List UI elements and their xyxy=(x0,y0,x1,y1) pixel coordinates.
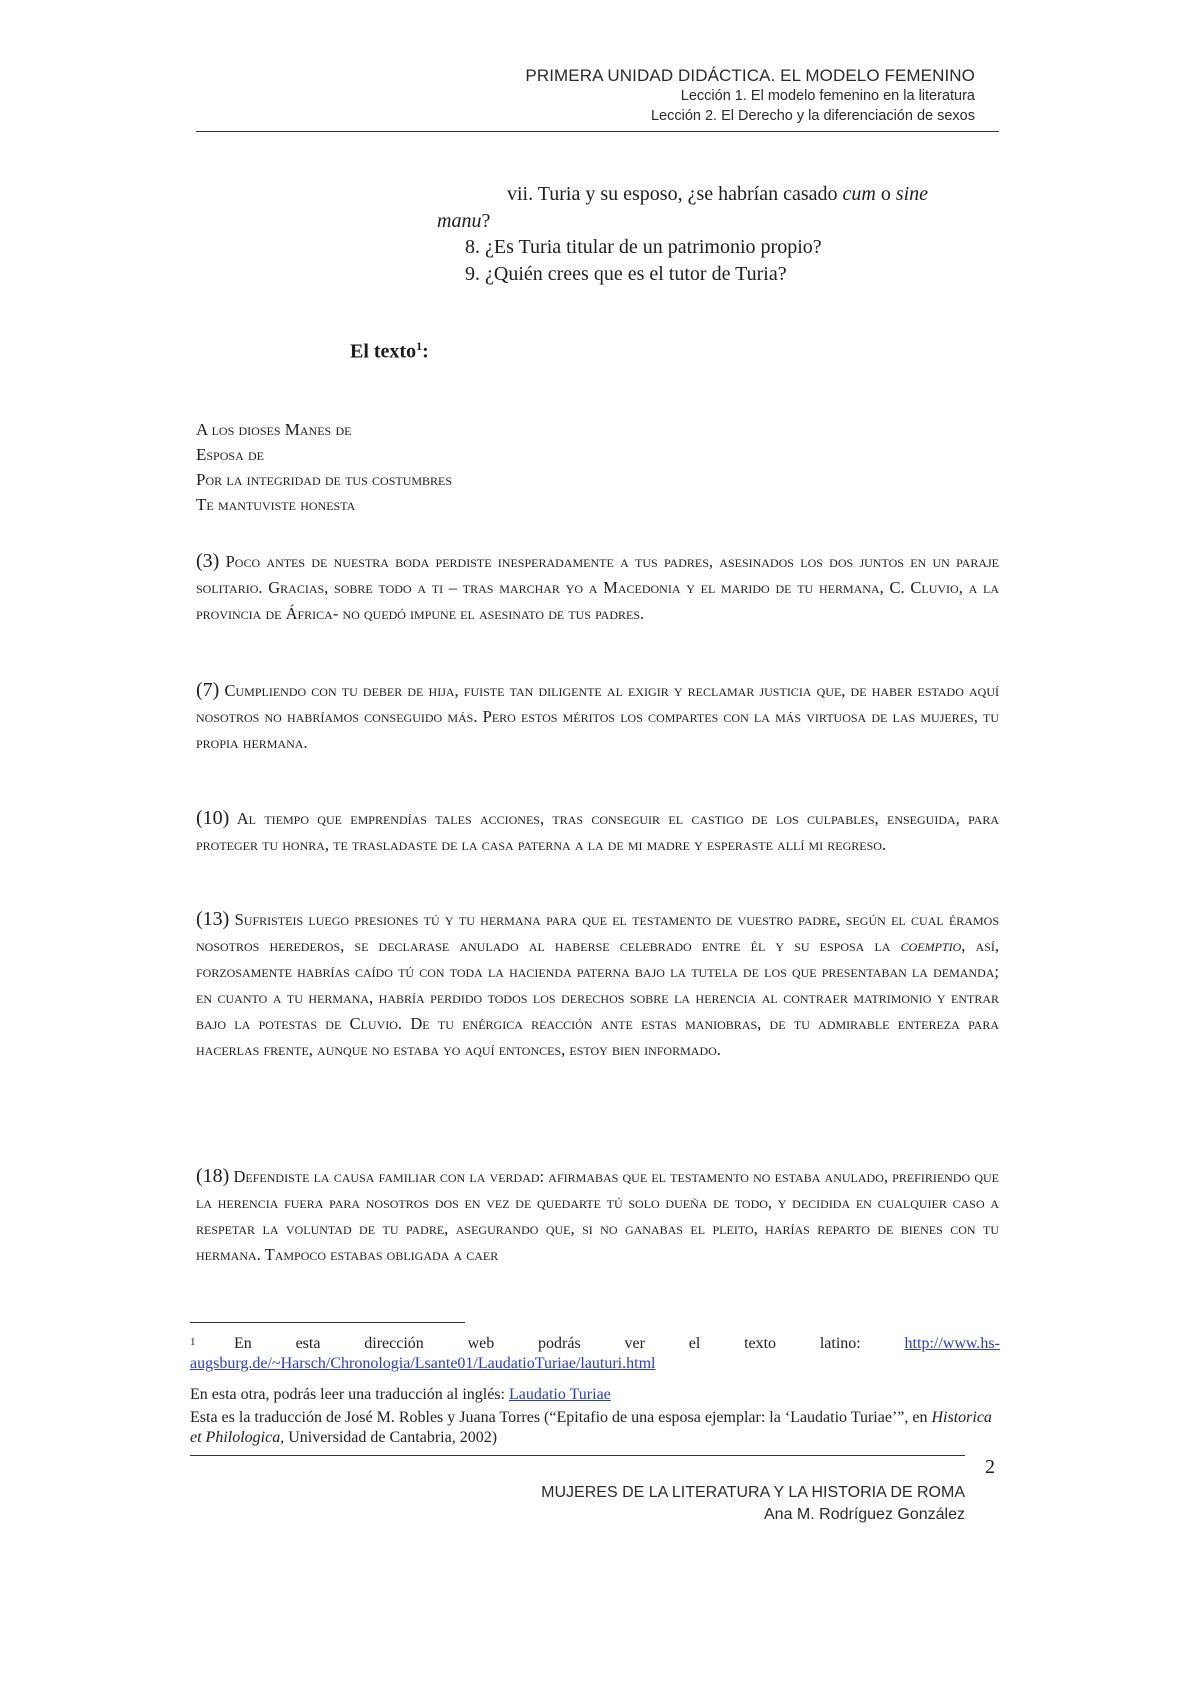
footnote-mark: 1 xyxy=(190,1336,196,1348)
footnote-rule xyxy=(190,1322,465,1323)
footnote-word: dirección xyxy=(364,1335,424,1352)
question-vii-continuation xyxy=(437,208,490,234)
footnote-word: podrás xyxy=(538,1335,581,1352)
question-vii xyxy=(507,181,928,207)
footnote-word: ver xyxy=(624,1335,645,1352)
course-title: MUJERES DE LA LITERATURA Y LA HISTORIA DE ROMA xyxy=(541,1484,965,1501)
epitaph-line: A los dioses Manes de xyxy=(196,420,352,439)
section-title-colon: : xyxy=(422,340,429,363)
epitaph-line: Por la integridad de tus costumbres xyxy=(196,470,453,489)
footnote-word: web xyxy=(467,1335,495,1352)
paragraph-13 xyxy=(196,906,999,1063)
paragraph-text: Sufristeis luego presiones tú y tu hermana para que el testamento de vuestro padre, según el cual éramos nosotros herederos, se declarase anulado al haberse celebrado entre él y su esposa la xyxy=(196,910,999,955)
footnote-english-translation xyxy=(190,1385,1000,1405)
latin-text-link[interactable]: http://www.hs- xyxy=(904,1335,1000,1352)
question-8: 8. ¿Es Turia titular de un patrimonio propio? xyxy=(465,236,822,258)
footnote-text: En esta otra, podrás leer una traducción al inglés: xyxy=(190,1386,509,1403)
footnote-word: el xyxy=(688,1335,701,1352)
paragraph-number: (18) xyxy=(196,1165,230,1187)
paragraph-text: Cumpliendo con tu deber de hija, fuiste tan diligente al exigir y reclamar justicia que, de haber estado aquí nosotros no habríamos conseguido más. Pero estos méritos los compartes con la más virtuosa de las mujeres, tu propia hermana. xyxy=(196,681,1000,752)
question-vii-sine: sine xyxy=(895,183,929,205)
footnote-word: esta xyxy=(295,1335,321,1352)
paragraph-text-continued: , así, forzosamente habrías caído tú con toda la hacienda paterna bajo la tutela de los que presentaban la demanda; en cuanto a tu hermana, habría perdido todos los derechos sobre la herencia al contraer matrimonio y entrar bajo la potestas de Cluvio. De tu enérgica reacción ante estas maniobras, de tu admirable entereza para hacerlas frente, aunque no estaba yo aquí entonces, estoy bien informado. xyxy=(196,936,999,1059)
header-rule xyxy=(196,131,999,132)
footnote-reference: 1 xyxy=(416,339,423,353)
paragraph-text: Poco antes de nuestra boda perdiste inesperadamente a tus padres, asesinados los dos juntos en un paraje solitario. Gracias, sobre todo a ti – tras marchar yo a Macedonia y el marido de tu hermana, C. Cluvio, a la provincia de África- no quedó impune el asesinato de tus padres. xyxy=(196,552,999,623)
lesson-2-title: Lección 2. El Derecho y la diferenciación de sexos xyxy=(650,108,975,124)
epitaph-line: Esposa de xyxy=(196,445,264,464)
footnote-1-first-line xyxy=(190,1334,1000,1354)
question-vii-text: vii. Turia y su esposo, ¿se habrían casado xyxy=(507,183,838,205)
paragraph-number: (10) xyxy=(196,807,230,829)
paragraph-text: Al tiempo que emprendías tales acciones, tras conseguir el castigo de los culpables, enseguida, para proteger tu honra, te trasladaste de la casa paterna a la de mi madre y esperaste allí mi regreso. xyxy=(196,809,1000,854)
question-vii-manu: manu xyxy=(437,210,482,232)
paragraph-3 xyxy=(196,548,999,627)
footnote-1-second-line xyxy=(190,1354,1000,1374)
paragraph-italic-term: coemptio xyxy=(900,936,962,955)
page-number: 2 xyxy=(985,1456,995,1478)
footnote-translation-credit xyxy=(190,1408,1000,1448)
lesson-1-title: Lección 1. El modelo femenino en la literatura xyxy=(680,88,975,104)
paragraph-18 xyxy=(196,1163,999,1268)
journal-title: Historica et Philologica xyxy=(190,1409,992,1446)
paragraph-text: Defendiste la causa familiar con la verdad: afirmabas que el testamento no estaba anulado, prefiriendo que la herencia fuera para nosotros dos en vez de quedarte tú solo dueña de todo, y decidida en cualquier caso a respetar la voluntad de tu padre, asegurando que, si no ganabas el pleito, harías reparto de bienes con tu hermana. Tampoco estabas obligada a caer xyxy=(196,1167,999,1264)
question-9: 9. ¿Quién crees que es el tutor de Turia? xyxy=(465,263,787,285)
laudatio-turiae-link[interactable]: Laudatio Turiae xyxy=(509,1386,611,1403)
epitaph-line: Te mantuviste honesta xyxy=(196,495,356,514)
question-vii-end: ? xyxy=(481,210,491,232)
unit-title: PRIMERA UNIDAD DIDÁCTICA. EL MODELO FEMENINO xyxy=(525,66,975,85)
section-title xyxy=(350,339,429,364)
latin-text-link-continued[interactable]: augsburg.de/~Harsch/Chronologia/Lsante01/LaudatioTuriae/lauturi.html xyxy=(190,1355,656,1372)
footer-rule xyxy=(190,1455,965,1456)
footnote-word: En xyxy=(234,1335,252,1352)
page-footer xyxy=(541,1482,965,1526)
footnote-text: Esta es la traducción de José M. Robles y Juana Torres (“Epitafio de una esposa ejemplar: la ‘Laudatio Turiae’”, en xyxy=(190,1409,932,1426)
paragraph-number: (13) xyxy=(196,908,230,930)
paragraph-7 xyxy=(196,677,999,756)
question-vii-o: o xyxy=(880,183,891,205)
paragraph-10 xyxy=(196,805,999,858)
question-vii-cum: cum xyxy=(842,183,876,205)
paragraph-number: (3) xyxy=(196,550,220,572)
footnote-word: latino: xyxy=(819,1335,861,1352)
section-title-text: El texto xyxy=(350,340,417,363)
footnote-1 xyxy=(190,1334,1000,1374)
footnote-word: texto xyxy=(744,1335,777,1352)
page-header xyxy=(175,66,975,126)
paragraph-number: (7) xyxy=(196,679,220,701)
footnote-text-end: , Universidad de Cantabria, 2002) xyxy=(280,1429,498,1446)
author-name: Ana M. Rodríguez González xyxy=(764,1506,965,1523)
